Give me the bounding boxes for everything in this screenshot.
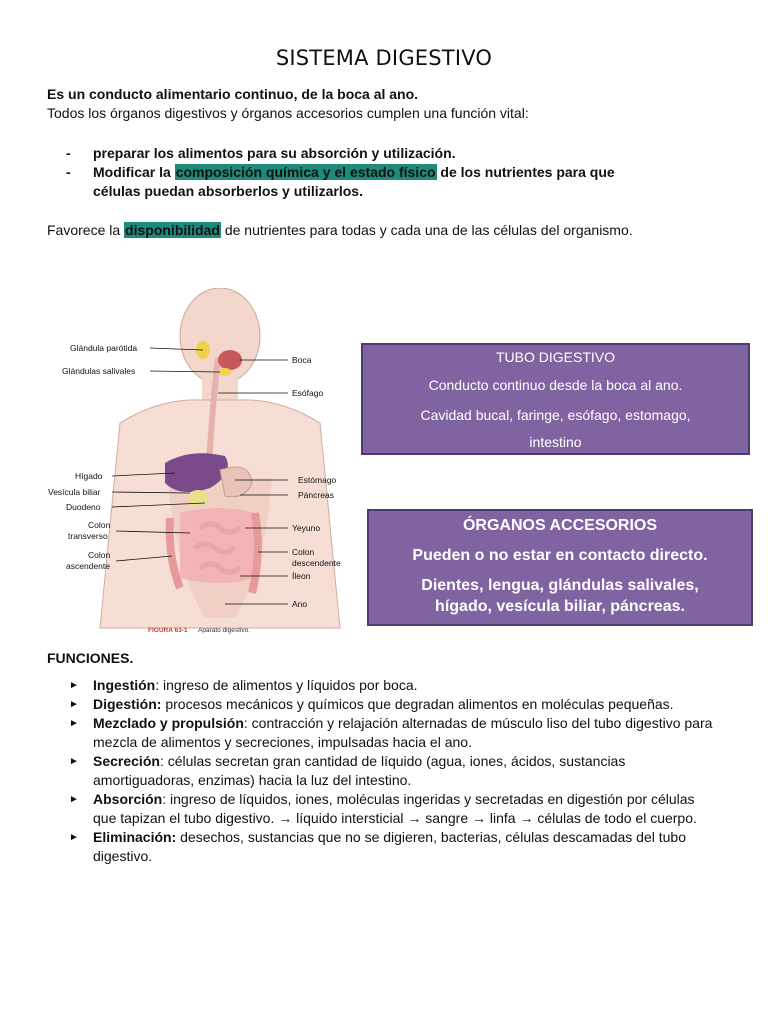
bullet-arrow-icon: ►	[69, 756, 79, 767]
bullet-arrow-icon: ►	[69, 718, 79, 729]
function-term: Eliminación:	[93, 829, 177, 845]
label-jejunum: Yeyuno	[292, 523, 321, 533]
digestive-system-figure	[40, 288, 360, 638]
label-line: Colon	[88, 550, 111, 560]
label-gallbladder: Vesícula biliar	[48, 487, 101, 497]
intro-definition: Es un conducto alimentario continuo, de la boca al ano.	[47, 86, 419, 102]
function-term: Ingestión	[93, 677, 156, 693]
availability-paragraph	[47, 221, 647, 240]
label-stomach: Estómago	[298, 475, 337, 485]
organos-accesorios-box	[367, 509, 753, 626]
function-term: Mezclado y propulsión	[93, 715, 244, 731]
label-pancreas: Páncreas	[298, 490, 334, 500]
box-title: ÓRGANOS ACCESORIOS	[462, 517, 658, 534]
list-item	[69, 790, 719, 828]
vital-function-list	[66, 144, 666, 201]
list-item-text-pre: Modificar la	[93, 164, 175, 180]
function-term: Secreción	[93, 753, 160, 769]
label-salivary: Glándulas salivales	[62, 366, 136, 376]
box-title: TUBO DIGESTIVO	[495, 349, 615, 365]
label-line: descendente	[292, 558, 341, 568]
label-line: ascendente	[66, 561, 110, 571]
label-mouth: Boca	[292, 355, 312, 365]
bullet-arrow-icon: ►	[69, 699, 79, 710]
function-desc: procesos mecánicos y químicos que degradan alimentos en moléculas pequeñas.	[161, 696, 674, 712]
list-item	[66, 144, 666, 163]
label-esophagus: Esófago	[292, 388, 324, 398]
list-item	[69, 752, 719, 790]
label-duodenum: Duodeno	[66, 502, 101, 512]
tubo-digestivo-box	[361, 343, 750, 455]
label-liver: Hígado	[75, 471, 103, 481]
highlighted-text: disponibilidad	[125, 222, 220, 238]
paragraph-post: de nutrientes para todas y cada una de las células del organismo.	[220, 222, 633, 238]
dash-marker: -	[66, 145, 71, 161]
label-line: Colon	[292, 547, 315, 557]
label-ileum: Íleon	[292, 571, 311, 581]
funciones-list	[69, 676, 719, 866]
bullet-arrow-icon: ►	[69, 680, 79, 691]
function-term: Absorción	[93, 791, 163, 807]
list-item	[69, 695, 719, 714]
label-anus: Ano	[292, 599, 308, 609]
function-desc: : contracción y relajación alternadas de músculo liso del tubo digestivo para mezcla de alimentos y secreciones, impulsadas hacia el ano.	[93, 715, 713, 750]
box-line: Conducto continuo desde la boca al ano.	[428, 377, 683, 393]
list-item	[69, 714, 719, 752]
label-transverse-colon: transverso	[68, 531, 108, 541]
list-item-text-post: de los nutrientes para que células puedan absorberlos y utilizarlos.	[93, 164, 615, 199]
page-title: SISTEMA DIGESTIVO	[275, 46, 493, 70]
box-line: Dientes, lengua, glándulas salivales,	[421, 577, 699, 594]
figure-caption-number: FIGURA 63-1	[148, 627, 188, 634]
function-term: Digestión:	[93, 696, 162, 712]
function-desc: : ingreso de líquidos, iones, moléculas ingeridas y secretadas en digestión por células que tapizan el tubo digestivo. → líquido intersticial → sangre → linfa → células de todo el cuerpo.	[93, 791, 697, 826]
bullet-arrow-icon: ►	[69, 794, 79, 805]
list-item-text: preparar los alimentos para su absorción y utilización.	[93, 145, 456, 161]
label-parotid: Glándula parótida	[70, 343, 138, 353]
highlighted-text: composición química y el estado físico	[175, 164, 436, 180]
label-ascending-colon	[66, 550, 110, 571]
funciones-heading: FUNCIONES.	[47, 650, 134, 666]
list-item	[69, 828, 719, 866]
box-line: Cavidad bucal, faringe, esófago, estomago,	[420, 407, 691, 423]
paragraph-pre: Favorece la	[47, 222, 125, 238]
figure-caption-text: Aparato digestivo.	[198, 627, 251, 634]
dash-marker: -	[66, 164, 71, 180]
list-item	[66, 163, 666, 201]
label-colon-colon: Colon	[88, 520, 111, 530]
bullet-arrow-icon: ►	[69, 832, 79, 843]
function-desc: desechos, sustancias que no se digieren, bacterias, células descamadas del tubo digestivo.	[93, 829, 686, 864]
list-item	[69, 676, 719, 695]
intro-text: Todos los órganos digestivos y órganos accesorios cumplen una función vital:	[47, 105, 529, 121]
function-desc: : ingreso de alimentos y líquidos por boca.	[155, 677, 418, 693]
box-line: Pueden o no estar en contacto directo.	[412, 547, 708, 564]
function-desc: : células secretan gran cantidad de líquido (agua, iones, ácidos, sustancias amortiguadoras, enzimas) hacia la luz del intestino.	[93, 753, 626, 788]
box-line: hígado, vesícula biliar, páncreas.	[435, 598, 685, 615]
box-line: intestino	[529, 434, 582, 450]
